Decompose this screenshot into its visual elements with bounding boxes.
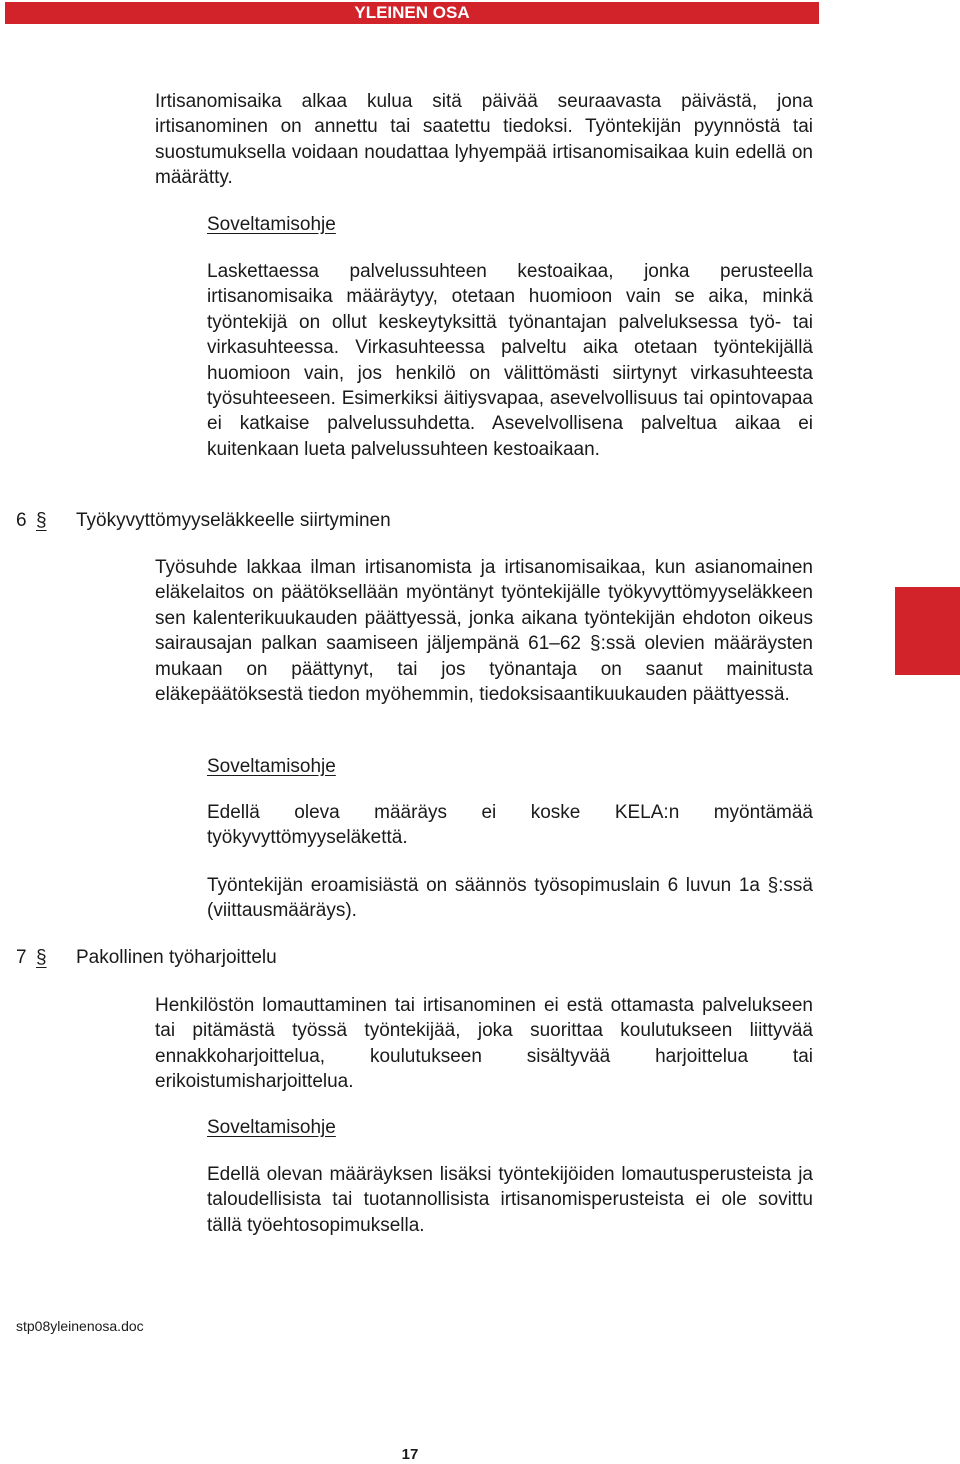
footer-filename: stp08yleinenosa.doc [16,1318,144,1334]
side-tab-marker [895,587,960,675]
section-6-heading [16,508,391,533]
guidance-heading-3: Soveltamisohje [207,1117,336,1138]
section-7-symbol: § [36,947,47,968]
paragraph-notice-period: Irtisanomisaika alkaa kulua sitä päivää seuraavasta päivästä, jona irtisanominen on annettu tai saatettu tiedoksi. Työntekijän pyynnöstä tai suostumuksella voidaan noudattaa lyhyempää irtisanomisaikaa kuin edellä on määrätty. [155,91,813,189]
page-number: 17 [401,1446,419,1463]
section-6-title: Työkyvyttömyyseläkkeelle siirtyminen [76,510,391,531]
guidance-text-2a: Edellä oleva määräys ei koske KELA:n myöntämää työkyvyttömyyseläkettä. [207,802,813,849]
section-7-heading [16,945,277,970]
guidance-text-2b: Työntekijän eroamisiästä on säännös työsopimuslain 6 luvun 1a §:ssä (viittausmääräys). [207,875,813,922]
section-6-text: Työsuhde lakkaa ilman irtisanomista ja irtisanomisaikaa, kun asianomainen eläkelaitos on päätöksellään myöntänyt työntekijälle työkyvyttömyyseläkkeen sen kalenterikuukauden päättyessä, jonka aikana työntekijän ehdoton oikeus sairausajan palkan saamiseen jäljempänä 61–62 §:ssä olevien määräysten mukaan on päättynyt, tai jos työnantaja on saanut mainitusta eläkepäätöksestä tiedon myöhemmin, tiedoksisaantikuukauden päättyessä. [155,557,813,706]
section-7-text: Henkilöstön lomauttaminen tai irtisanominen ei estä ottamasta palvelukseen tai pitämästä työssä työntekijää, joka suorittaa koulutukseen liittyvää ennakkoharjoittelua, koulutukseen sisältyvää harjoittelua tai erikoistumisharjoittelua. [155,995,813,1093]
guidance-heading-2: Soveltamisohje [207,756,336,777]
guidance-heading-1: Soveltamisohje [207,214,336,235]
section-6-number: 6 [16,510,27,531]
page-header-bar [5,2,819,24]
section-7-number: 7 [16,947,27,968]
guidance-text-1: Laskettaessa palvelussuhteen kestoaikaa, jonka perusteella irtisanomisaika määräytyy, otetaan huomioon vain se aika, minkä työntekijä on ollut keskeytyksittä työnantajan palveluksessa työ- tai virkasuhteessa. Virkasuhteessa palveltu aika otetaan työntekijällä huomioon vain, jos henkilö on välittömästi siirtynyt virkasuhteesta työsuhteeseen. Esimerkiksi äitiysvapaa, asevelvollisuus tai opintovapaa ei katkaise palvelussuhdetta. Asevelvollisena palveltua aikaa ei kuitenkaan lueta palvelussuhteen kestoaikaan. [207,261,813,460]
section-7-title: Pakollinen työharjoittelu [76,947,277,968]
guidance-text-3: Edellä olevan määräyksen lisäksi työntekijöiden lomautusperusteista ja taloudellisista tai tuotannollisista irtisanomisperusteista ei ole sovittu tällä työehtosopimuksella. [207,1164,813,1236]
section-6-symbol: § [36,510,47,531]
page-header-title: YLEINEN OSA [354,3,470,22]
